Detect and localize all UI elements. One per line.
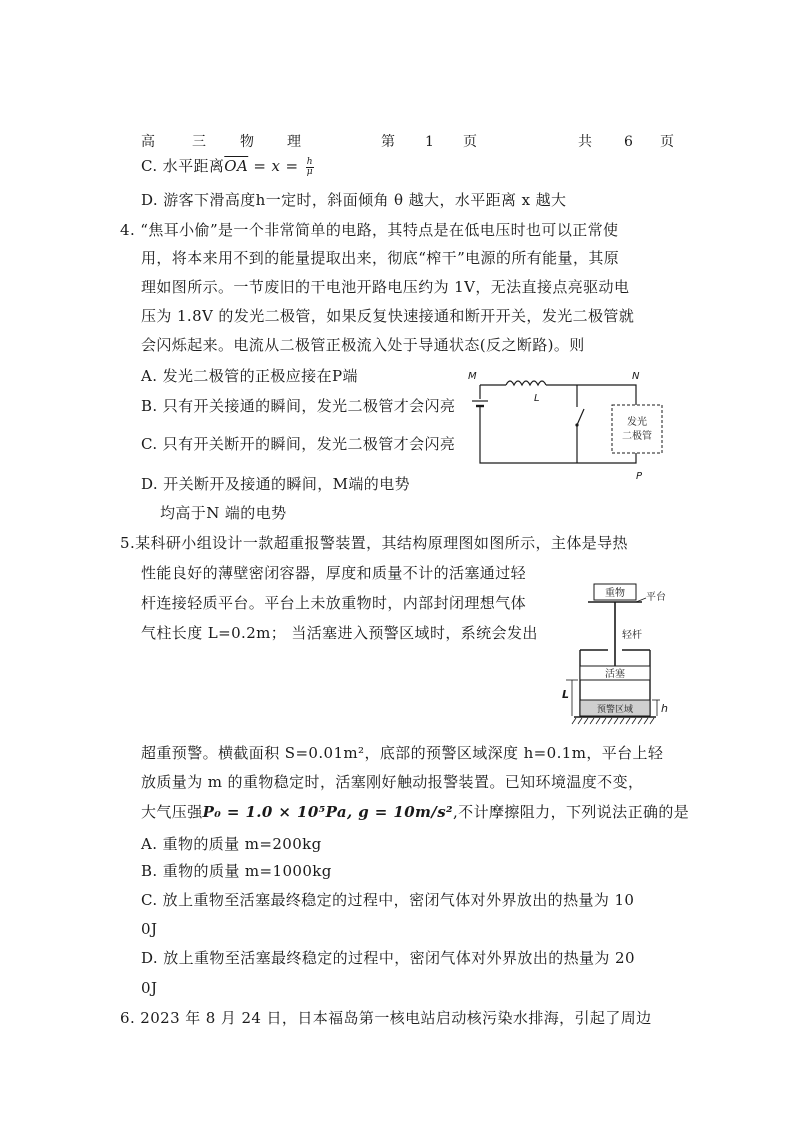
q4-option-d-2: 均高于N 端的电势 (160, 504, 287, 522)
q4-stem-2: 用，将本来用不到的能量提取出来，彻底“榨干”电源的所有能量，其原 (141, 249, 620, 267)
q3-eq: = x = (248, 157, 304, 175)
circuit-label-m: M (468, 371, 477, 382)
q5-stem-6: 放质量为 m 的重物稳定时，活塞刚好触动报警装置。已知环境温度不变， (141, 773, 644, 791)
led-label-2: 二极管 (622, 431, 652, 442)
q5-stem-2: 性能良好的薄壁密闭容器，厚度和质量不计的活塞通过轻 (141, 564, 527, 582)
led-label-1: 发光 (627, 417, 647, 428)
q3-fraction (306, 158, 314, 177)
rod-label: 轻杆 (622, 630, 642, 641)
header-subject-2: 三 (192, 134, 206, 150)
q5-option-c-2: 0J (141, 920, 158, 938)
q4-option-c: C. 只有开关断开的瞬间，发光二极管才会闪亮 (141, 435, 456, 453)
q3-option-c (141, 156, 314, 177)
q6-stem: 6. 2023 年 8 月 24 日，日本福岛第一核电站启动核污染水排海，引起了周边 (120, 1009, 652, 1027)
q5-option-a: A. 重物的质量 m=200kg (141, 835, 322, 853)
q5-option-b: B. 重物的质量 m=1000kg (141, 862, 332, 880)
q5-option-c-1: C. 放上重物至活塞最终稳定的过程中，密闭气体对外界放出的热量为 10 (141, 891, 635, 909)
header-page-2: 1 (425, 134, 434, 150)
q3-frac-den: μ (306, 166, 313, 177)
q4-stem-4: 压为 1.8V 的发光二极管，如果反复快速接通和断开开关，发光二极管就 (141, 307, 635, 325)
header-total-3: 页 (660, 134, 674, 150)
header-subject-3: 物 (240, 134, 254, 150)
q5-option-d-1: D. 放上重物至活塞最终稳定的过程中，密闭气体对外界放出的热量为 20 (141, 949, 635, 967)
circuit-label-n: N (632, 371, 640, 382)
dim-l-label: L (562, 688, 570, 701)
q5-stem-5: 超重预警。横截面积 S=0.01m²，底部的预警区域深度 h=0.1m，平台上轻 (141, 744, 664, 762)
q4-option-b: B. 只有开关接通的瞬间，发光二极管才会闪亮 (141, 397, 456, 415)
header-page-3: 页 (463, 134, 477, 150)
q4-stem-1: 4. “焦耳小偷”是一个非常简单的电路，其特点是在低电压时也可以正常使 (120, 221, 619, 239)
q3-option-d: D. 游客下滑高度h一定时，斜面倾角 θ 越大，水平距离 x 越大 (141, 191, 567, 209)
circuit-label-l: L (534, 393, 540, 404)
header-subject-1: 高 (141, 134, 155, 150)
q4-stem-3: 理如图所示。一节废旧的干电池开路电压约为 1V，无法直接点亮驱动电 (141, 278, 630, 296)
q5-apparatus-diagram (560, 578, 680, 728)
header-total-1: 共 (578, 134, 592, 150)
header-subject-4: 理 (287, 134, 301, 150)
header-page-1: 第 (381, 134, 395, 150)
dim-h-label: h (661, 702, 668, 715)
q3-oa: $\overline{OA}$ (224, 157, 249, 175)
led-box (612, 405, 662, 453)
platform-label: 平台 (646, 592, 666, 603)
weight-label: 重物 (605, 588, 625, 599)
q4-option-a: A. 发光二极管的正极应接在P端 (141, 367, 358, 385)
q5-stem-3: 杆连接轻质平台。平台上未放重物时，内部封闭理想气体 (141, 594, 527, 612)
q5-stem-tail: ,不计摩擦阻力，下列说法正确的是 (453, 803, 690, 821)
q4-circuit-diagram (462, 365, 682, 485)
q4-stem-5: 会闪烁起来。电流从二极管正极流入处于导通状态(反之断路)。则 (141, 336, 585, 354)
q5-pressure-label: 大气压强 (141, 803, 203, 821)
q5-option-d-2: 0J (141, 979, 158, 997)
alarm-zone-label: 预警区域 (596, 705, 634, 715)
q5-stem-1: 5.某科研小组设计一款超重报警装置，其结构原理图如图所示，主体是导热 (120, 534, 628, 552)
q3-frac-num: h (306, 156, 313, 167)
q5-stem-4: 气柱长度 L=0.2m； 当活塞进入预警区域时，系统会发出 (141, 624, 538, 642)
circuit-label-p: P (636, 471, 643, 482)
q5-pressure-formula: P₀ = 1.0 × 10⁵Pa, g = 10m/s² (202, 803, 454, 821)
q5-stem-7 (141, 802, 689, 822)
piston-label: 活塞 (605, 669, 625, 680)
header-total-2: 6 (624, 134, 633, 150)
q4-option-d-1: D. 开关断开及接通的瞬间，M端的电势 (141, 475, 410, 493)
q3-option-c-text: C. 水平距离 (141, 157, 225, 175)
